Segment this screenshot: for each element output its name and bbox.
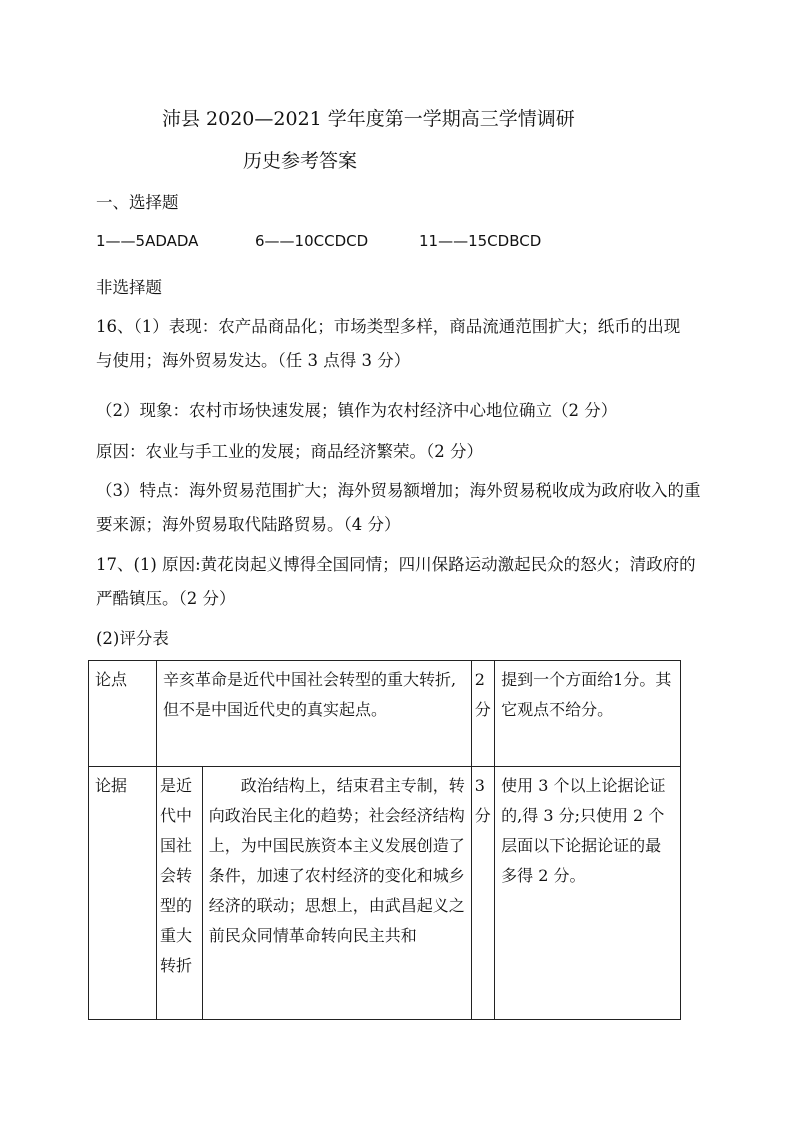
row-content: 政治结构上，结束君主专制，转向政治民主化的趋势；社会经济结构上，为中国民族资本主义发展创造了条件，加速了农村经济的变化和城乡经济的联动；思想上，由武昌起义之前民众同情革命转向民主共和	[202, 767, 471, 1020]
answers-11-15: 11——15CDBCD	[419, 232, 542, 250]
answers-6-10: 6——10CCDCD	[255, 232, 369, 250]
q16-part2: （2）现象：农村市场快速发展；镇作为农村经济中心地位确立（2 分）	[96, 401, 618, 420]
document-subtitle: 历史参考答案	[243, 150, 358, 172]
q16-part1: 16、（1）表现：农产品商品化；市场类型多样，商品流通范围扩大；纸币的出现与使用；海外贸易发达。（任 3 点得 3 分）	[96, 317, 681, 370]
row-content: 辛亥革命是近代中国社会转型的重大转折,但不是中国近代史的真实起点。	[157, 661, 472, 767]
q17-part2: (2)评分表	[96, 629, 169, 648]
answers-1-5: 1——5ADADA	[96, 232, 199, 250]
row-criteria: 使用 3 个以上论据论证的,得 3 分;只使用 2 个层面以下论据论证的最多得 2 分。	[495, 767, 681, 1020]
section-heading-nonchoice: 非选择题	[96, 278, 162, 297]
row-points: 2分	[471, 661, 494, 767]
score-table	[88, 660, 681, 1020]
row-points: 3分	[471, 767, 494, 1020]
q17-part1: 17、(1) 原因:黄花岗起义博得全国同情；四川保路运动激起民众的怒火；清政府的严酷镇压。（2 分）	[96, 555, 696, 608]
section-heading-choice: 一、选择题	[96, 193, 179, 212]
row-label: 论点	[89, 661, 157, 767]
table-row	[89, 767, 681, 1020]
row-label: 论据	[89, 767, 157, 1020]
row-criteria: 提到一个方面给1分。其它观点不给分。	[495, 661, 681, 767]
q16-reason: 原因：农业与手工业的发展；商品经济繁荣。（2 分）	[96, 442, 483, 461]
row-sublabel: 是近代中国社会转型的重大转折	[157, 767, 203, 1020]
document-title: 沛县 2020—2021 学年度第一学期高三学情调研	[162, 108, 575, 130]
table-row	[89, 661, 681, 767]
q16-part3: （3）特点：海外贸易范围扩大；海外贸易额增加；海外贸易税收成为政府收入的重要来源；海外贸易取代陆路贸易。（4 分）	[96, 481, 701, 534]
